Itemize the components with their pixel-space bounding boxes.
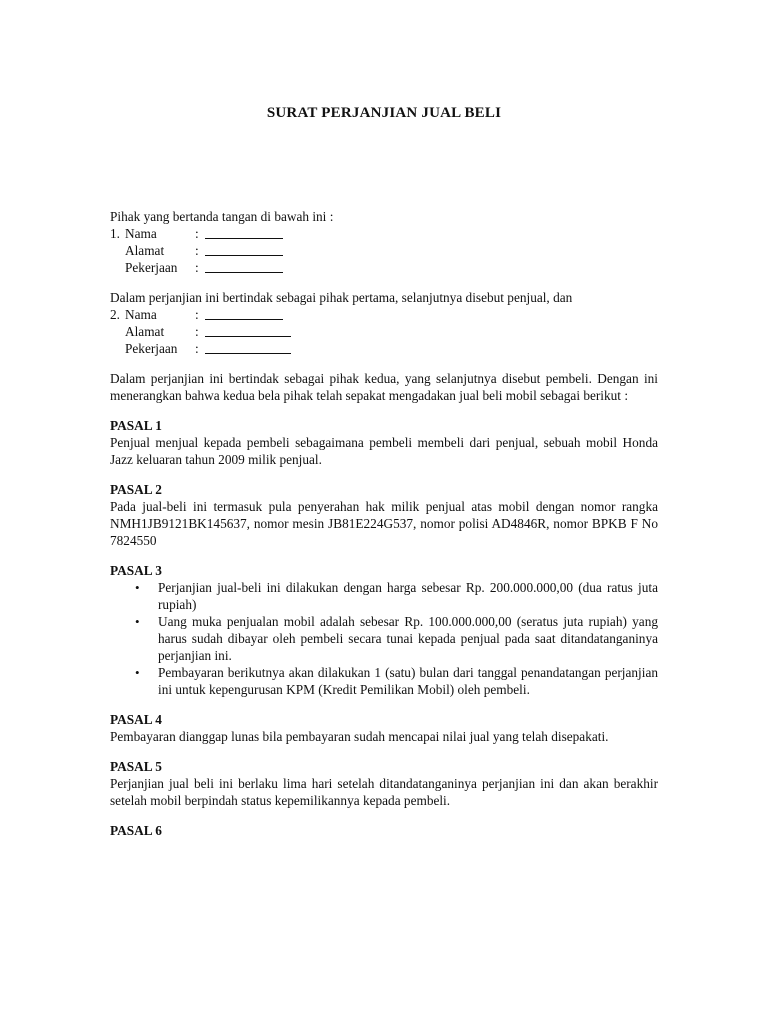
pasal-1-heading: PASAL 1 <box>110 418 162 433</box>
field-label-nama: Nama <box>125 307 157 322</box>
document-title: SURAT PERJANJIAN JUAL BELI <box>266 105 502 121</box>
list-item <box>110 664 658 698</box>
pasal-4-text: Pembayaran dianggap lunas bila pembayaran sudah mencapai nilai jual yang telah disepakati. <box>110 729 609 744</box>
intro-text: Pihak yang bertanda tangan di bawah ini : <box>110 209 334 224</box>
pasal-2-heading: PASAL 2 <box>110 482 162 497</box>
bullet-text: Perjanjian jual-beli ini dilakukan dengan harga sebesar Rp. 200.000.000,00 (dua ratus juta rupiah) <box>158 580 658 612</box>
list-item <box>110 613 658 664</box>
party1-form <box>110 225 658 276</box>
field-label-nama: Nama <box>125 226 157 241</box>
field-label-alamat: Alamat <box>125 324 165 339</box>
document-body <box>110 208 658 839</box>
pasal-5-heading: PASAL 5 <box>110 759 162 774</box>
pasal-6-heading: PASAL 6 <box>110 823 162 838</box>
field-label-pekerjaan: Pekerjaan <box>125 341 178 356</box>
pasal-2-text: Pada jual-beli ini termasuk pula penyerahan hak milik penjual atas mobil dengan nomor rangka NMH1JB9121BK145637, nomor mesin JB81E224G537, nomor polisi AD4846R, nomor BPKB F No 7824550 <box>110 499 658 548</box>
bullet-icon: • <box>135 580 140 595</box>
bullet-text: Pembayaran berikutnya akan dilakukan 1 (satu) bulan dari tanggal penandatangan perjanjian ini untuk kepengurusan KPM (Kredit Pemilikan Mobil) oleh pembeli. <box>158 665 658 697</box>
pasal-1-text: Penjual menjual kepada pembeli sebagaimana pembeli membeli dari penjual, sebuah mobil Honda Jazz keluaran tahun 2009 milik penjual. <box>110 435 658 467</box>
field-colon: : <box>195 324 199 339</box>
pasal-5-text: Perjanjian jual beli ini berlaku lima hari setelah ditandatanganinya perjanjian ini dan akan berakhir setelah mobil berpindah status kepemilikannya kepada pembeli. <box>110 776 658 808</box>
party2-number: 2. <box>110 307 120 322</box>
party1-job-blank[interactable] <box>205 259 283 273</box>
pasal-4-heading: PASAL 4 <box>110 712 162 727</box>
party2-job-row <box>110 340 658 357</box>
party2-job-blank[interactable] <box>205 340 291 354</box>
bullet-icon: • <box>135 614 140 629</box>
party1-job-row <box>110 259 658 276</box>
party1-number: 1. <box>110 226 120 241</box>
party2-name-blank[interactable] <box>205 306 283 320</box>
party2-name-row <box>110 306 658 323</box>
list-item <box>110 579 658 613</box>
party2-form <box>110 306 658 357</box>
field-colon: : <box>195 341 199 356</box>
party1-role-text: Dalam perjanjian ini bertindak sebagai pihak pertama, selanjutnya disebut penjual, dan <box>110 290 573 305</box>
party2-address-blank[interactable] <box>205 323 291 337</box>
party1-address-blank[interactable] <box>205 242 283 256</box>
party1-address-row <box>110 242 658 259</box>
field-colon: : <box>195 260 199 275</box>
pasal-3-bullet-list <box>110 579 658 698</box>
field-colon: : <box>195 243 199 258</box>
field-label-alamat: Alamat <box>125 243 165 258</box>
field-label-pekerjaan: Pekerjaan <box>125 260 178 275</box>
field-colon: : <box>195 307 199 322</box>
pasal-3-heading: PASAL 3 <box>110 563 162 578</box>
party1-name-blank[interactable] <box>205 225 283 239</box>
field-colon: : <box>195 226 199 241</box>
party1-name-row <box>110 225 658 242</box>
bullet-icon: • <box>135 665 140 680</box>
bullet-text: Uang muka penjualan mobil adalah sebesar Rp. 100.000.000,00 (seratus juta rupiah) yang harus sudah dibayar oleh pembeli secara tunai kepada penjual pada saat ditandatanganinya perjanjian ini. <box>158 614 658 663</box>
party2-role-text: Dalam perjanjian ini bertindak sebagai pihak kedua, yang selanjutnya disebut pembeli. Dengan ini menerangkan bahwa kedua bela pihak telah sepakat mengadakan jual beli mobil sebagai berikut : <box>110 371 658 403</box>
party2-address-row <box>110 323 658 340</box>
